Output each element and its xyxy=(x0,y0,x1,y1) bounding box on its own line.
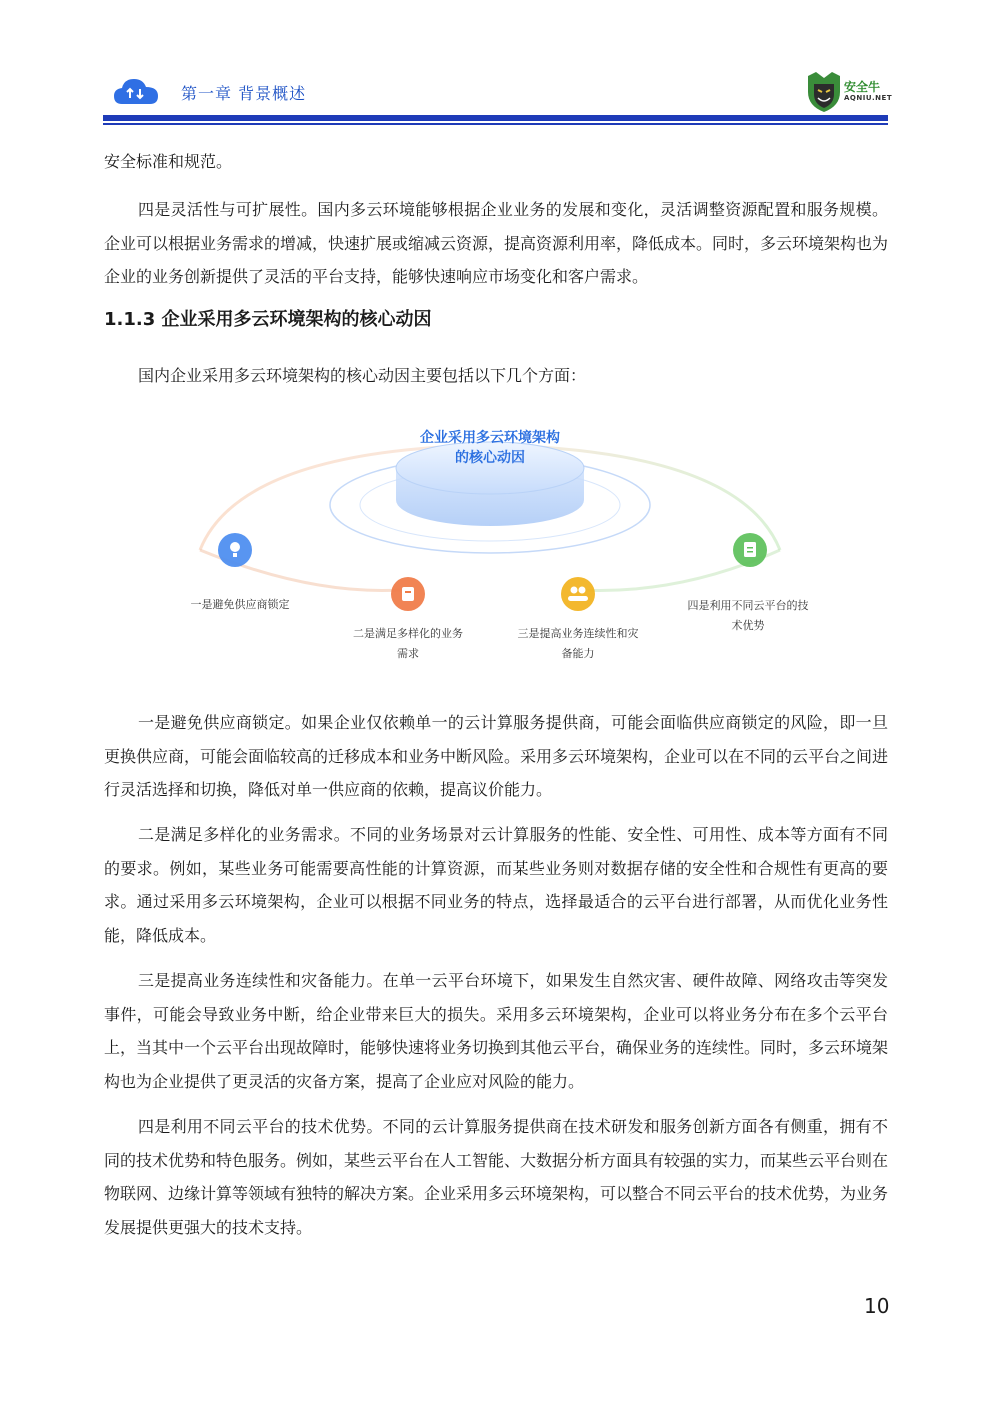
bulb-icon xyxy=(230,542,240,552)
node-label-3-line2: 备能力 xyxy=(561,647,595,660)
users-icon xyxy=(571,587,578,594)
paragraph-continued: 安全标准和规范。 xyxy=(104,152,233,171)
page-number: 10 xyxy=(864,1294,890,1318)
center-title-line2: 的核心动因 xyxy=(455,450,525,466)
node-label-2 xyxy=(338,624,478,664)
node-1 xyxy=(218,533,252,567)
paragraph-intro: 国内企业采用多云环境架构的核心动因主要包括以下几个方面： xyxy=(138,366,587,385)
node-label-2-line1: 二是满足多样化的业务 xyxy=(353,627,463,640)
node-label-4 xyxy=(678,596,818,636)
header-rule-thin xyxy=(103,123,888,125)
node-label-3 xyxy=(508,624,648,664)
node-4 xyxy=(733,533,767,567)
node-label-4-line2: 术优势 xyxy=(731,619,765,632)
node-label-4-line1: 四是利用不同云平台的技 xyxy=(687,599,809,612)
node-3 xyxy=(561,577,595,611)
document-icon xyxy=(744,542,756,557)
node-2 xyxy=(391,577,425,611)
paragraph-flexibility: 四是灵活性与可扩展性。国内多云环境能够根据企业业务的发展和变化，灵活调整资源配置和服务规模。企业可以根据业务需求的增减，快速扩展或缩减云资源，提高资源利用率，降低成本。同时，多云环境架构也为企业的业务创新提供了灵活的平台支持，能够快速响应市场变化和客户需求。 xyxy=(104,200,889,286)
header-rule-thick xyxy=(103,115,888,121)
brand-url: AQNIU.NET xyxy=(844,94,893,102)
node-label-1 xyxy=(170,595,310,615)
brand-name: 安全牛 xyxy=(844,80,881,94)
paragraph-vendor-lockin: 一是避免供应商锁定。如果企业仅依赖单一的云计算服务提供商，可能会面临供应商锁定的风险，即一旦更换供应商，可能会面临较高的迁移成本和业务中断风险。采用多云环境架构，企业可以在不同的云平台之间进行灵活选择和切换，降低对单一供应商的依赖，提高议价能力。 xyxy=(104,713,889,799)
page-header xyxy=(0,0,992,130)
shield-warrior-icon xyxy=(806,70,842,114)
paragraph-continuity: 三是提高业务连续性和灾备能力。在单一云平台环境下，如果发生自然灾害、硬件故障、网络攻击等突发事件，可能会导致业务中断，给企业带来巨大的损失。采用多云环境架构，企业可以将业务分布在多个云平台上，当其中一个云平台出现故障时，能够快速将业务切换到其他云平台，确保业务的连续性。同时，多云环境架构也为企业提供了更灵活的灾备方案，提高了企业应对风险的能力。 xyxy=(104,971,889,1091)
center-title-line1: 企业采用多云环境架构 xyxy=(420,430,560,446)
core-drivers-diagram xyxy=(160,410,840,680)
clipboard-icon xyxy=(402,587,414,601)
node-label-1-line1: 一是避免供应商锁定 xyxy=(190,598,290,611)
diagram-center-title xyxy=(390,428,590,468)
brand-logo xyxy=(806,70,896,114)
chapter-title: 第一章 背景概述 xyxy=(181,84,307,103)
paragraph-diverse-needs: 二是满足多样化的业务需求。不同的业务场景对云计算服务的性能、安全性、可用性、成本等方面有不同的要求。例如，某些业务可能需要高性能的计算资源，而某些业务则对数据存储的安全性和合规性有更高的要求。通过采用多云环境架构，企业可以根据不同业务的特点，选择最适合的云平台进行部署，从而优化业务性能，降低成本。 xyxy=(104,825,888,945)
cloud-logo-icon xyxy=(112,74,160,106)
paragraph-tech-advantage: 四是利用不同云平台的技术优势。不同的云计算服务提供商在技术研发和服务创新方面各有侧重，拥有不同的技术优势和特色服务。例如，某些云平台在人工智能、大数据分析方面具有较强的实力，而某些云平台则在物联网、边缘计算等领域有独特的解决方案。企业采用多云环境架构，可以整合不同云平台的技术优势，为业务发展提供更强大的技术支持。 xyxy=(104,1117,889,1237)
section-heading: 1.1.3 企业采用多云环境架构的核心动因 xyxy=(104,309,432,330)
node-label-3-line1: 三是提高业务连续性和灾 xyxy=(517,627,639,640)
node-label-2-line2: 需求 xyxy=(397,647,419,660)
